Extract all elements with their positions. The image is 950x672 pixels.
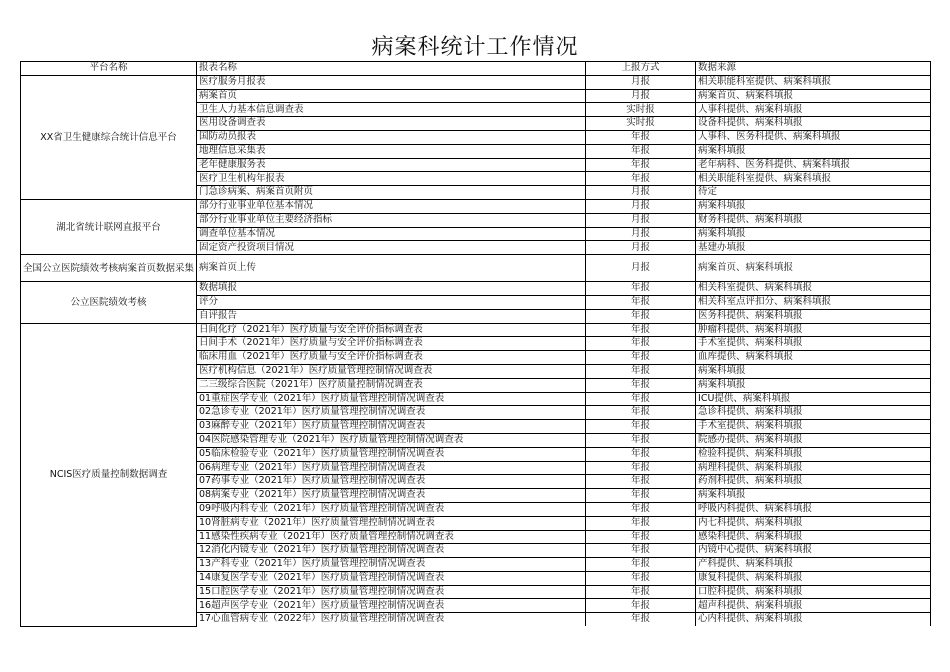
data-source-cell: 老年病科、医务科提供、病案科填报 — [696, 158, 931, 172]
data-source-cell: 急诊科提供、病案科填报 — [696, 406, 931, 420]
header-report: 报表名称 — [197, 62, 586, 76]
data-source-cell: 超声科提供、病案科填报 — [696, 599, 931, 613]
report-frequency-cell: 月报 — [586, 255, 696, 282]
table-row — [21, 75, 931, 89]
report-name-cell: 15口腔医学专业（2021年）医疗质量管理控制情况调查表 — [197, 585, 586, 599]
report-frequency-cell: 月报 — [586, 186, 696, 200]
data-source-cell: 呼吸内科提供、病案科填报 — [696, 502, 931, 516]
data-source-cell: 病案科填报 — [696, 199, 931, 213]
data-source-cell: 药剂科提供、病案科填报 — [696, 475, 931, 489]
report-name-cell: 01重症医学专业（2021年）医疗质量管理控制情况调查表 — [197, 392, 586, 406]
report-frequency-cell: 年报 — [586, 392, 696, 406]
report-name-cell: 部分行业事业单位基本情况 — [197, 199, 586, 213]
report-frequency-cell: 月报 — [586, 199, 696, 213]
data-source-cell: 感染科提供、病案科填报 — [696, 530, 931, 544]
data-source-cell: 人事科、医务科提供、病案科填报 — [696, 130, 931, 144]
report-frequency-cell: 年报 — [586, 406, 696, 420]
report-name-cell: 调查单位基本情况 — [197, 227, 586, 241]
report-frequency-cell: 月报 — [586, 75, 696, 89]
report-frequency-cell: 月报 — [586, 241, 696, 255]
report-name-cell: 地理信息采集表 — [197, 144, 586, 158]
report-frequency-cell: 年报 — [586, 447, 696, 461]
data-source-cell: 相关职能科室提供、病案科填报 — [696, 172, 931, 186]
table-row — [21, 199, 931, 213]
report-frequency-cell: 实时报 — [586, 103, 696, 117]
report-frequency-cell: 年报 — [586, 530, 696, 544]
report-name-cell: 09呼吸内科专业（2021年）医疗质量管理控制情况调查表 — [197, 502, 586, 516]
report-name-cell: 14康复医学专业（2021年）医疗质量管理控制情况调查表 — [197, 571, 586, 585]
report-name-cell: 评分 — [197, 295, 586, 309]
report-name-cell: 10肾脏病专业（2021年）医疗质量管理控制情况调查表 — [197, 516, 586, 530]
report-frequency-cell: 年报 — [586, 516, 696, 530]
data-source-cell: 财务科提供、病案科填报 — [696, 213, 931, 227]
platform-cell: 公立医院绩效考核 — [21, 282, 197, 323]
report-frequency-cell: 年报 — [586, 489, 696, 503]
report-name-cell: 医用设备调查表 — [197, 117, 586, 131]
report-name-cell: 13产科专业（2021年）医疗质量管理控制情况调查表 — [197, 558, 586, 572]
report-frequency-cell: 年报 — [586, 351, 696, 365]
report-name-cell: 日间化疗（2021年）医疗质量与安全评价指标调查表 — [197, 323, 586, 337]
platform-cell: 湖北省统计联网直报平台 — [21, 199, 197, 254]
table-row — [21, 323, 931, 337]
report-name-cell: 临床用血（2021年）医疗质量与安全评价指标调查表 — [197, 351, 586, 365]
report-frequency-cell: 年报 — [586, 309, 696, 323]
data-source-cell: 康复科提供、病案科填报 — [696, 571, 931, 585]
data-source-cell: 病案科填报 — [696, 378, 931, 392]
header-platform: 平台名称 — [21, 62, 197, 76]
report-frequency-cell: 年报 — [586, 475, 696, 489]
report-name-cell: 医疗卫生机构年报表 — [197, 172, 586, 186]
data-source-cell: 医务科提供、病案科填报 — [696, 309, 931, 323]
report-name-cell: 医疗机构信息（2021年）医疗质量管理控制情况调查表 — [197, 364, 586, 378]
data-source-cell: 肿瘤科提供、病案科填报 — [696, 323, 931, 337]
platform-cell: NCIS医疗质量控制数据调查 — [21, 323, 197, 626]
data-source-cell: 设备科提供、病案科填报 — [696, 117, 931, 131]
data-source-cell: 内七科提供、病案科填报 — [696, 516, 931, 530]
report-name-cell: 04医院感染管理专业（2021年）医疗质量管理控制情况调查表 — [197, 433, 586, 447]
platform-cell: 全国公立医院绩效考核病案首页数据采集 — [21, 255, 197, 282]
report-name-cell: 固定资产投资项目情况 — [197, 241, 586, 255]
data-source-cell: 手术室提供、病案科填报 — [696, 337, 931, 351]
report-frequency-cell: 年报 — [586, 461, 696, 475]
report-frequency-cell: 月报 — [586, 89, 696, 103]
table-body — [21, 62, 931, 627]
report-name-cell: 16超声医学专业（2021年）医疗质量管理控制情况调查表 — [197, 599, 586, 613]
data-source-cell: 病理科提供、病案科填报 — [696, 461, 931, 475]
data-source-cell: 相关职能科室提供、病案科填报 — [696, 75, 931, 89]
report-frequency-cell: 年报 — [586, 282, 696, 296]
report-name-cell: 门急诊病案、病案首页附页 — [197, 186, 586, 200]
report-name-cell: 数据填报 — [197, 282, 586, 296]
report-name-cell: 自评报告 — [197, 309, 586, 323]
data-source-cell: 手术室提供、病案科填报 — [696, 420, 931, 434]
report-frequency-cell: 年报 — [586, 544, 696, 558]
report-name-cell: 06病理专业（2021年）医疗质量管理控制情况调查表 — [197, 461, 586, 475]
data-source-cell: 相关科室提供、病案科填报 — [696, 282, 931, 296]
report-frequency-cell: 年报 — [586, 172, 696, 186]
data-source-cell: ICU提供、病案科填报 — [696, 392, 931, 406]
report-frequency-cell: 年报 — [586, 130, 696, 144]
data-source-cell: 病案科填报 — [696, 144, 931, 158]
data-source-cell: 人事科提供、病案科填报 — [696, 103, 931, 117]
data-source-cell: 血库提供、病案科填报 — [696, 351, 931, 365]
report-frequency-cell: 年报 — [586, 599, 696, 613]
header-source: 数据来源 — [696, 62, 931, 76]
data-source-cell: 检验科提供、病案科填报 — [696, 447, 931, 461]
report-frequency-cell: 实时报 — [586, 117, 696, 131]
report-name-cell: 05临床检验专业（2021年）医疗质量管理控制情况调查表 — [197, 447, 586, 461]
data-source-cell: 病案科填报 — [696, 364, 931, 378]
report-frequency-cell: 年报 — [586, 420, 696, 434]
report-name-cell: 医疗服务月报表 — [197, 75, 586, 89]
report-name-cell: 07药事专业（2021年）医疗质量管理控制情况调查表 — [197, 475, 586, 489]
report-name-cell: 卫生人力基本信息调查表 — [197, 103, 586, 117]
platform-cell: XX省卫生健康综合统计信息平台 — [21, 75, 197, 199]
report-frequency-cell: 年报 — [586, 433, 696, 447]
report-frequency-cell: 年报 — [586, 502, 696, 516]
report-frequency-cell: 月报 — [586, 213, 696, 227]
table-row — [21, 282, 931, 296]
report-name-cell: 二三级综合医院（2021年）医疗质量控制情况调查表 — [197, 378, 586, 392]
report-name-cell: 日间手术（2021年）医疗质量与安全评价指标调查表 — [197, 337, 586, 351]
report-name-cell: 08病案专业（2021年）医疗质量管理控制情况调查表 — [197, 489, 586, 503]
report-frequency-cell: 年报 — [586, 585, 696, 599]
data-source-cell: 院感办提供、病案科填报 — [696, 433, 931, 447]
header-row — [21, 62, 931, 76]
report-name-cell: 病案首页 — [197, 89, 586, 103]
report-name-cell: 12消化内镜专业（2021年）医疗质量管理控制情况调查表 — [197, 544, 586, 558]
report-frequency-cell: 年报 — [586, 158, 696, 172]
report-frequency-cell: 年报 — [586, 144, 696, 158]
report-frequency-cell: 年报 — [586, 295, 696, 309]
report-frequency-cell: 年报 — [586, 364, 696, 378]
report-frequency-cell: 年报 — [586, 323, 696, 337]
data-source-cell: 基建办填报 — [696, 241, 931, 255]
report-name-cell: 部分行业事业单位主要经济指标 — [197, 213, 586, 227]
data-source-cell: 病案科填报 — [696, 489, 931, 503]
header-freq: 上报方式 — [586, 62, 696, 76]
report-name-cell: 老年健康服务表 — [197, 158, 586, 172]
data-source-cell: 病案首页、病案科填报 — [696, 255, 931, 282]
data-source-cell: 产科提供、病案科填报 — [696, 558, 931, 572]
data-source-cell: 待定 — [696, 186, 931, 200]
data-source-cell: 病案首页、病案科填报 — [696, 89, 931, 103]
report-name-cell: 02急诊专业（2021年）医疗质量管理控制情况调查表 — [197, 406, 586, 420]
data-source-cell: 心内科提供、病案科填报 — [696, 613, 931, 626]
report-frequency-cell: 月报 — [586, 227, 696, 241]
report-frequency-cell: 年报 — [586, 558, 696, 572]
report-name-cell: 03麻醉专业（2021年）医疗质量管理控制情况调查表 — [197, 420, 586, 434]
report-name-cell: 11感染性疾病专业（2021年）医疗质量管理控制情况调查表 — [197, 530, 586, 544]
table-row — [21, 255, 931, 282]
report-frequency-cell: 年报 — [586, 378, 696, 392]
report-name-cell: 17心血管病专业（2022年）医疗质量管理控制情况调查表 — [197, 613, 586, 626]
data-source-cell: 内镜中心提供、病案科填报 — [696, 544, 931, 558]
report-name-cell: 国防动员报表 — [197, 130, 586, 144]
report-name-cell: 病案首页上传 — [197, 255, 586, 282]
report-frequency-cell: 年报 — [586, 613, 696, 626]
statistics-table — [20, 61, 931, 627]
data-source-cell: 病案科填报 — [696, 227, 931, 241]
data-source-cell: 相关科室点评扣分、病案科填报 — [696, 295, 931, 309]
data-source-cell: 口腔科提供、病案科填报 — [696, 585, 931, 599]
report-frequency-cell: 年报 — [586, 571, 696, 585]
report-frequency-cell: 年报 — [586, 337, 696, 351]
page-title: 病案科统计工作情况 — [371, 35, 579, 60]
